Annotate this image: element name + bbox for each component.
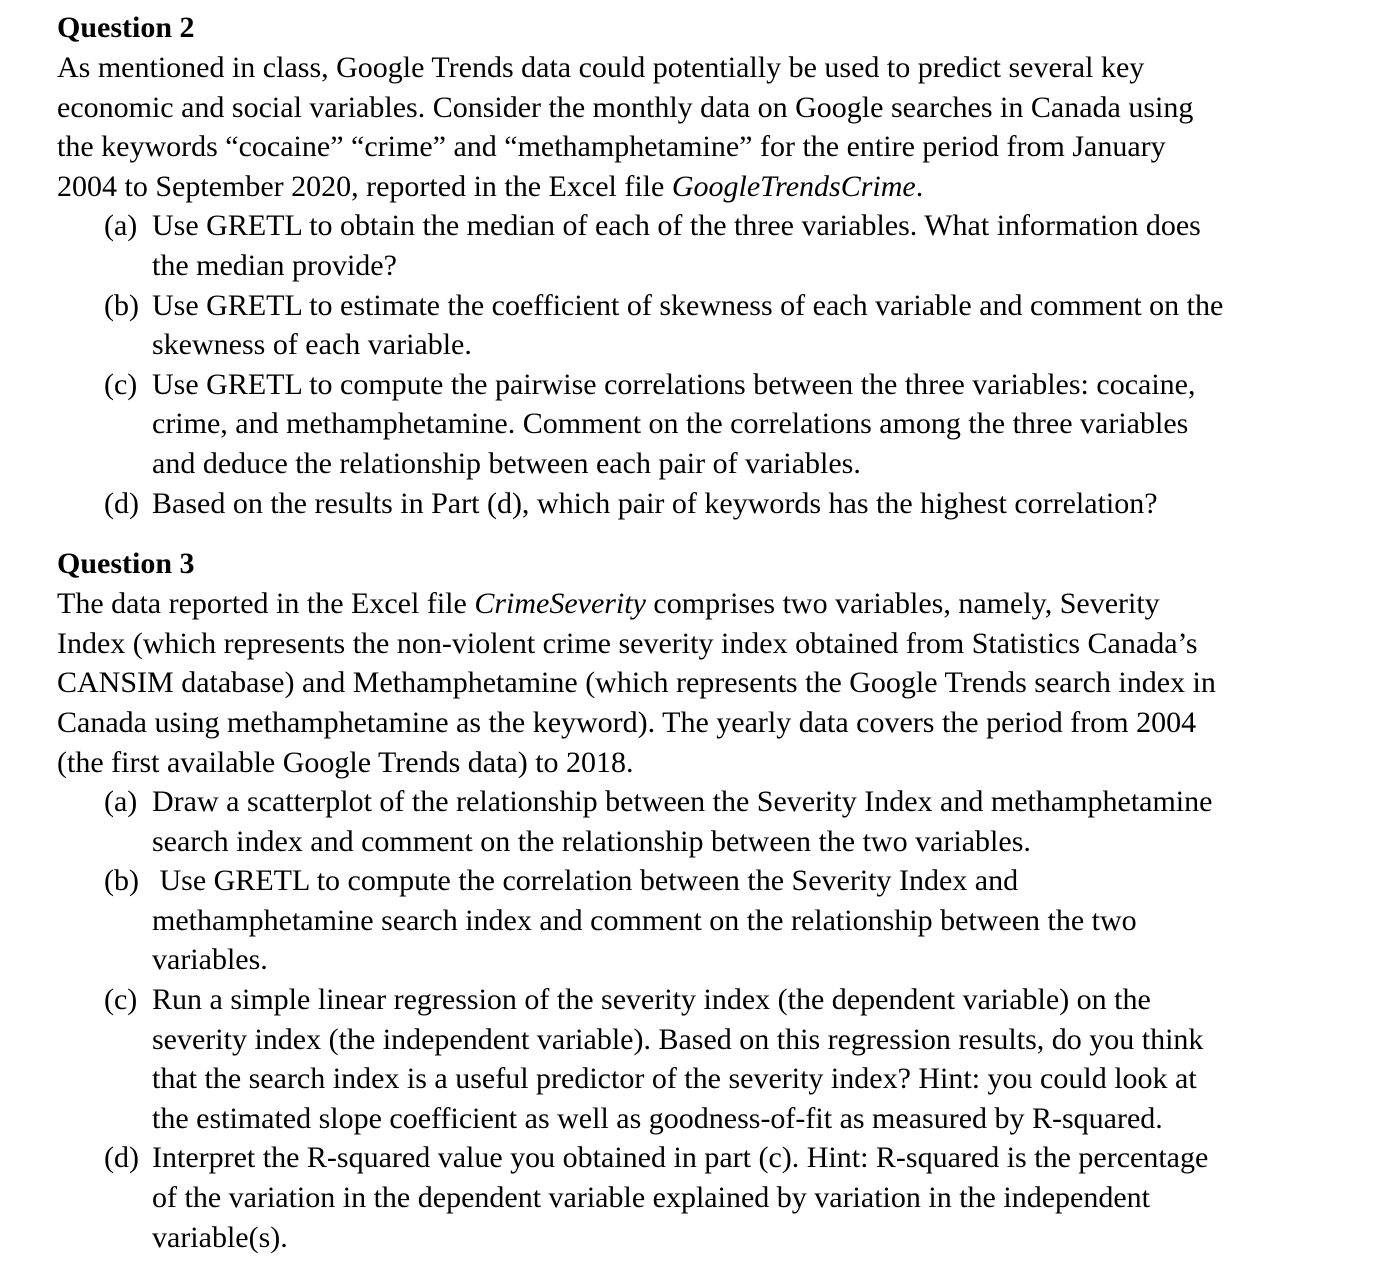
part-marker: (b)	[104, 288, 139, 322]
part-line: Interpret the R-squared value you obtained in part (c). Hint: R-squared is the percentage	[152, 1141, 1209, 1175]
intro-text: The data reported in the Excel file	[57, 587, 475, 621]
question-2-part-b	[104, 286, 1377, 365]
question-2-parts	[104, 206, 1377, 523]
file-name: GoogleTrendsCrime	[671, 169, 916, 203]
question-3	[57, 544, 1377, 1257]
part-line: variable(s).	[152, 1220, 288, 1254]
part-line: the median provide?	[152, 248, 397, 282]
question-2	[57, 8, 1377, 523]
part-line: the estimated slope coefficient as well as goodness-of-fit as measured by R-squared.	[152, 1101, 1163, 1135]
intro-line: Index (which represents the non-violent crime severity index obtained from Statistics Canada’s	[57, 626, 1198, 660]
part-marker: (a)	[104, 209, 138, 243]
question-2-part-a	[104, 206, 1377, 285]
question-3-part-d	[104, 1138, 1377, 1257]
part-line: and deduce the relationship between each pair of variables.	[152, 446, 861, 480]
intro-text: 2004 to September 2020, reported in the Excel file	[57, 169, 672, 203]
file-name: CrimeSeverity	[474, 587, 646, 621]
part-line: Draw a scatterplot of the relationship between the Severity Index and methamphetamine	[152, 785, 1213, 819]
intro-line: Canada using methamphetamine as the keyword). The yearly data covers the period from 2004	[57, 705, 1197, 739]
intro-line	[57, 584, 1377, 624]
question-3-intro	[57, 584, 1377, 782]
part-marker: (c)	[104, 983, 138, 1017]
part-line: crime, and methamphetamine. Comment on the correlations among the three variables	[152, 407, 1189, 441]
intro-line: economic and social variables. Consider the monthly data on Google searches in Canada using	[57, 90, 1194, 124]
part-line: Run a simple linear regression of the severity index (the dependent variable) on the	[152, 983, 1151, 1017]
part-line: variables.	[152, 943, 268, 977]
part-line: Use GRETL to obtain the median of each of the three variables. What information does	[152, 209, 1201, 243]
question-3-part-b	[104, 861, 1377, 980]
part-line: Based on the results in Part (d), which pair of keywords has the highest correlation?	[152, 486, 1158, 520]
part-line: search index and comment on the relationship between the two variables.	[152, 824, 1031, 858]
intro-line: (the first available Google Trends data) to 2018.	[57, 745, 634, 779]
part-marker: (c)	[104, 367, 138, 401]
intro-line: As mentioned in class, Google Trends data could potentially be used to predict several key	[57, 51, 1145, 84]
question-3-parts	[104, 782, 1377, 1257]
part-marker: (d)	[104, 486, 139, 520]
intro-text: .	[915, 169, 924, 203]
question-3-title: Question 3	[57, 547, 195, 581]
section-gap	[57, 523, 1377, 544]
question-2-part-d	[104, 484, 1377, 524]
part-line: Use GRETL to compute the pairwise correlations between the three variables: cocaine,	[152, 367, 1196, 401]
intro-line: the keywords “cocaine” “crime” and “methamphetamine” for the entire period from January	[57, 130, 1166, 164]
intro-line	[57, 167, 1377, 207]
part-line: of the variation in the dependent variable explained by variation in the independent	[152, 1181, 1150, 1215]
part-marker: (d)	[104, 1141, 139, 1175]
question-3-part-c	[104, 980, 1377, 1138]
part-line: severity index (the independent variable). Based on this regression results, do you think	[152, 1022, 1204, 1056]
part-line: Use GRETL to estimate the coefficient of skewness of each variable and comment on the	[152, 288, 1224, 322]
part-line: Use GRETL to compute the correlation between the Severity Index and	[152, 864, 1019, 898]
intro-line: CANSIM database) and Methamphetamine (which represents the Google Trends search index in	[57, 666, 1216, 700]
question-2-intro	[57, 48, 1377, 206]
part-line: skewness of each variable.	[152, 328, 472, 362]
question-2-title: Question 2	[57, 11, 195, 44]
part-line: methamphetamine search index and comment on the relationship between the two	[152, 903, 1137, 937]
question-3-part-a	[104, 782, 1377, 861]
part-marker: (b)	[104, 864, 139, 898]
part-line: that the search index is a useful predictor of the severity index? Hint: you could look at	[152, 1062, 1197, 1096]
intro-text: comprises two variables, namely, Severity	[645, 587, 1160, 621]
question-2-part-c	[104, 365, 1377, 484]
part-marker: (a)	[104, 785, 138, 819]
document-page	[57, 8, 1377, 1257]
